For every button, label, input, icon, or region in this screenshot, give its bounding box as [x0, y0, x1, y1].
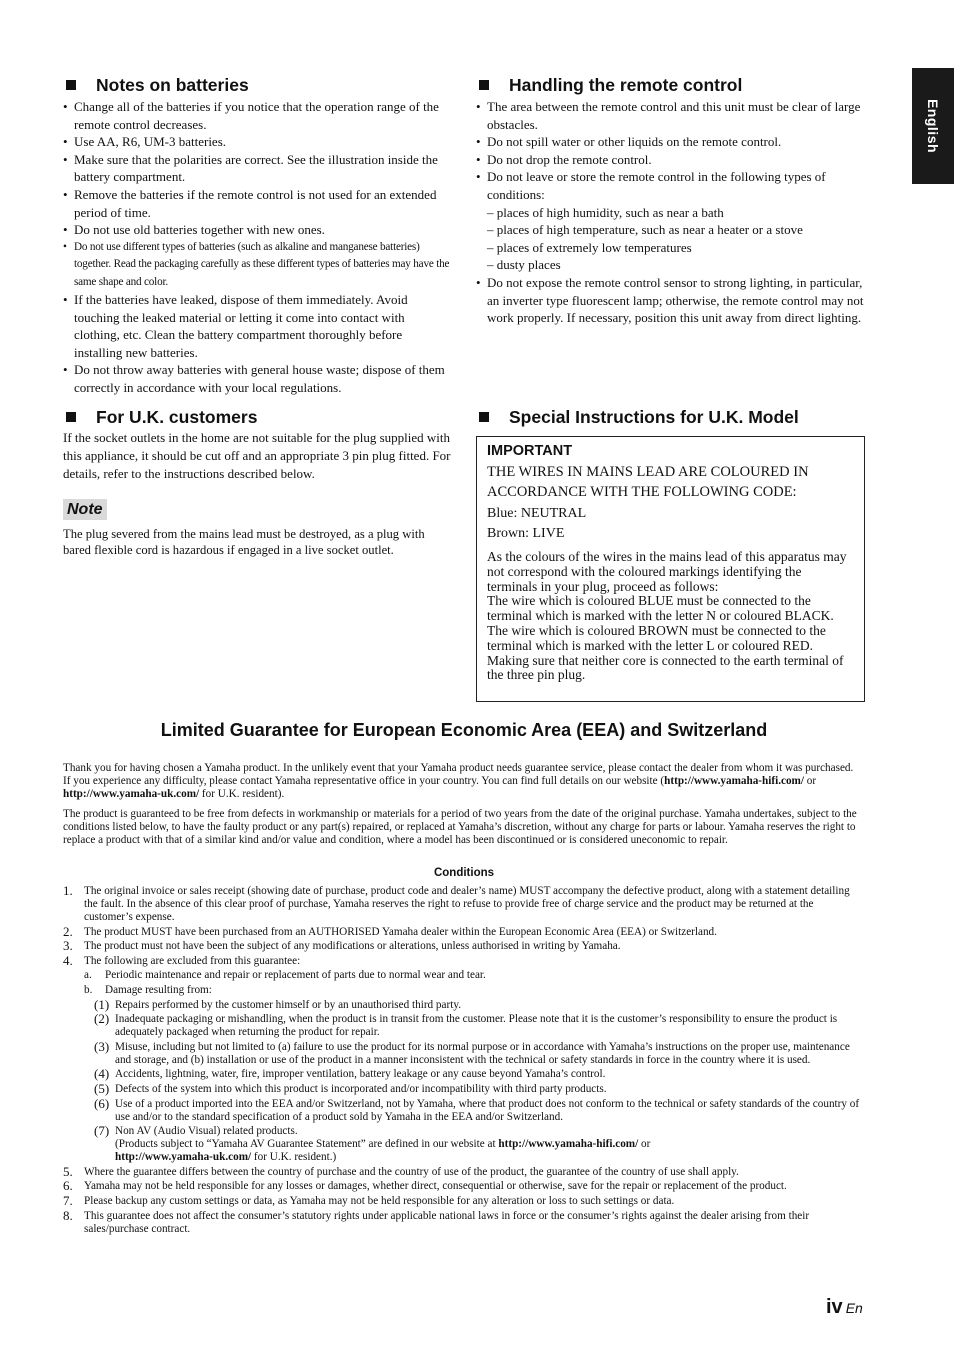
damage-text: Defects of the system into which this product is incorporated and/or incompatibility with third party products.: [115, 1082, 607, 1095]
damage-text: Non AV (Audio Visual) related products.: [115, 1125, 298, 1138]
damage-item: [63, 1013, 863, 1039]
sub-condition-text: Periodic maintenance and repair or replacement of parts due to normal wear and tear.: [105, 969, 486, 982]
uk-model-section: [476, 406, 868, 428]
page-number-value: iv: [826, 1296, 843, 1318]
wire-code-caps: THE WIRES IN MAINS LEAD ARE COLOURED IN ACCORDANCE WITH THE FOLLOWING CODE:: [487, 464, 809, 500]
uk-customers-heading-text: For U.K. customers: [96, 407, 258, 427]
damage-text: Misuse, including but not limited to (a) failure to use the product for its normal purpose or in accordance with Yamaha’s instructions on the proper use, maintenance and storage, and (b) installation or use of the product in a manner inconsistent with the technical or safety standards in force in the country where it is used.: [115, 1040, 850, 1066]
damage-item: [63, 1095, 863, 1124]
damage-number: (2): [94, 1011, 110, 1027]
list-item: • Do not use old batteries together with new ones.: [63, 221, 453, 239]
note-text: The plug severed from the mains lead must be destroyed, as a plug with bared flexible cord is hazardous if engaged in a live socket outlet.: [63, 527, 425, 557]
condition-item: [63, 1163, 863, 1179]
condition-item: [63, 940, 863, 953]
uk-customers-heading: [63, 406, 455, 428]
uk-customers-section: [63, 406, 455, 558]
damage-number: (6): [94, 1095, 110, 1111]
conditions-list: [63, 885, 863, 1237]
note-label: Note: [63, 499, 107, 520]
condition-number: 5.: [63, 1163, 73, 1179]
list-item: • Do not use different types of batteries (such as alkaline and manganese batteries) together. Read the packaging carefully as these different types of batteries may have the same shape and color.: [63, 239, 453, 291]
language-tab: [912, 68, 954, 184]
damage-text: Inadequate packaging or mishandling, when the product is in transit from the customer. Please note that it is the customer’s responsibility to ensure the product is adequately packaged when returning the product for repair.: [115, 1013, 838, 1039]
condition-number: 3.: [63, 938, 73, 954]
conditions-title: Conditions: [433, 867, 495, 879]
brown-wire: Brown: LIVE: [487, 526, 565, 541]
damage-text: Repairs performed by the customer himself or by an unauthorised third party.: [115, 998, 461, 1011]
damage-item: [63, 1125, 863, 1164]
guarantee-title: Limited Guarantee for European Economic Area (EEA) and Switzerland: [160, 720, 768, 740]
square-bullet-icon: [66, 412, 76, 422]
sub-condition-letter: a.: [84, 969, 92, 982]
damage-item: [63, 996, 863, 1012]
condition-text: The product MUST have been purchased from an AUTHORISED Yamaha dealer within the European Economic Area (EEA) or Switzerland.: [84, 925, 717, 938]
sub-condition-item: [63, 969, 863, 982]
damage-text-note: (Products subject to “Yamaha AV Guarantee Statement” are defined in our website at: [115, 1138, 499, 1151]
wire-instructions-3: Making sure that neither core is connected to the earth terminal of the three pin plug.: [487, 652, 844, 683]
damage-number: (3): [94, 1038, 110, 1054]
damage-text-note-tail: for U.K. resident.): [251, 1151, 337, 1164]
batteries-heading: [63, 74, 453, 96]
remote-heading: [476, 74, 868, 96]
condition-number: 7.: [63, 1192, 73, 1208]
guarantee-intro-text: Thank you for having chosen a Yamaha product. In the unlikely event that your Yamaha product needs guarantee service, please contact the dealer from whom it was purchased. If you experience any difficulty, please contact Yamaha representative office in your country. You can find full details on our website (: [63, 762, 854, 787]
yamaha-hifi-link[interactable]: http://www.yamaha-hifi.com/: [664, 775, 804, 787]
page-number: [826, 1296, 863, 1319]
batteries-list: [63, 98, 453, 397]
list-item: • Change all of the batteries if you notice that the operation range of the remote control decreases.: [63, 98, 453, 133]
language-tab-label: English: [925, 98, 941, 154]
condition-item: [63, 1207, 863, 1236]
damage-number: (1): [94, 996, 110, 1012]
yamaha-uk-link[interactable]: http://www.yamaha-uk.com/: [63, 788, 200, 800]
important-box: [476, 436, 865, 702]
condition-number: 4.: [63, 952, 73, 968]
list-item-text: Do not leave or store the remote control in the following types of conditions:: [487, 169, 826, 202]
damage-number: (5): [94, 1080, 110, 1096]
damage-number: (4): [94, 1066, 110, 1082]
damage-number: (7): [94, 1123, 110, 1139]
important-title: IMPORTANT: [487, 443, 573, 459]
condition-number: 6.: [63, 1178, 73, 1194]
condition-text: The original invoice or sales receipt (showing date of purchase, product code and dealer’s name) MUST accompany the defective product, along with a statement detailing the fault. In the absence of this clear proof of purchase, Yamaha reserves the right to refuse to provide free of charge service and the product may be returned at the customer’s expense.: [84, 885, 850, 923]
damage-text: Use of a product imported into the EEA and/or Switzerland, not by Yamaha, where that product does not conform to the technical or safety standards of the country of use and/or to the standard specification of a product sold by Yamaha in the EEA and/or Switzerland.: [115, 1097, 860, 1123]
conjunction-text: or: [638, 1138, 651, 1151]
square-bullet-icon: [66, 80, 76, 90]
condition-item: [63, 952, 863, 968]
condition-item: – places of high temperature, such as near a heater or a stove: [487, 222, 803, 238]
yamaha-uk-link[interactable]: http://www.yamaha-uk.com/: [115, 1151, 252, 1164]
sub-condition-text: Damage resulting from:: [105, 983, 212, 996]
list-item: • Do not expose the remote control sensor to strong lighting, in particular, an inverter type fluorescent lamp; otherwise, the remote control may not work properly. If necessary, position this unit away from direct lighting.: [476, 274, 868, 327]
square-bullet-icon: [479, 412, 489, 422]
condition-text: The following are excluded from this guarantee:: [84, 954, 301, 967]
uk-model-heading-text: Special Instructions for U.K. Model: [509, 407, 799, 427]
condition-item: – places of high humidity, such as near a bath: [487, 204, 724, 220]
note-block: [63, 499, 455, 558]
list-item: • Use AA, R6, UM-3 batteries.: [63, 133, 453, 151]
remote-section: [476, 74, 868, 327]
conjunction-text: or: [803, 775, 817, 787]
list-item: [476, 168, 868, 274]
condition-item: [63, 923, 863, 939]
remote-list: [476, 98, 868, 327]
condition-text: Where the guarantee differs between the country of purchase and the country of use of the product, the guarantee of the country of use shall apply.: [84, 1165, 739, 1178]
guarantee-intro-tail: for U.K. resident).: [199, 788, 285, 800]
yamaha-hifi-link[interactable]: http://www.yamaha-hifi.com/: [498, 1138, 639, 1151]
condition-item: [63, 1180, 863, 1193]
condition-number: 1.: [63, 883, 73, 898]
list-item: • If the batteries have leaked, dispose of them immediately. Avoid touching the leaked material or letting it come into contact with clothing, etc. Clean the battery compartment thoroughly before installing new batteries.: [63, 291, 453, 361]
condition-item: – dusty places: [487, 257, 561, 273]
damage-item: [63, 1038, 863, 1067]
list-item: • The area between the remote control and this unit must be clear of large obstacles.: [476, 98, 868, 133]
guarantee-terms: The product is guaranteed to be free from defects in workmanship or materials for a period of two years from the date of the original purchase. Yamaha undertakes, subject to the conditions listed below, to have the faulty product or any part(s) repaired, or replaced at Yamaha’s discretion, without any charge for parts or labour. Yamaha reserves the right to replace a product with that of a similar kind and/or value and condition, where a model has been discontinued or is considered uneconomic to repair.: [63, 808, 857, 846]
batteries-heading-text: Notes on batteries: [96, 75, 249, 95]
square-bullet-icon: [479, 80, 489, 90]
condition-number: 8.: [63, 1207, 73, 1223]
blue-wire: Blue: NEUTRAL: [487, 506, 587, 521]
wire-instructions-1: As the colours of the wires in the mains lead of this apparatus may not correspond with the coloured markings identifying the terminals in your plug, proceed as follows:: [487, 549, 847, 594]
list-item: • Remove the batteries if the remote control is not used for an extended period of time.: [63, 186, 453, 221]
uk-customers-text: If the socket outlets in the home are not suitable for the plug supplied with this appliance, it should be cut off and an appropriate 3 pin plug fitted. For details, refer to the instructions described below.: [63, 430, 451, 481]
uk-model-heading: [476, 406, 868, 428]
condition-text: This guarantee does not affect the consumer’s statutory rights under applicable national laws in force or the consumer’s rights against the dealer arising from their sales/purchase contract.: [84, 1209, 810, 1235]
wire-instructions-2: The wire which is coloured BLUE must be connected to the terminal which is marked with the letter N or coloured BLACK. The wire which is coloured BROWN must be connected to the terminal which is marked with the letter L or coloured RED.: [487, 593, 834, 653]
list-item: • Do not drop the remote control.: [476, 151, 868, 169]
condition-item: [63, 885, 863, 924]
damage-item: [63, 1080, 863, 1096]
sub-condition-letter: b.: [84, 983, 93, 996]
condition-item: [63, 1192, 863, 1208]
condition-number: 2.: [63, 923, 73, 939]
condition-text: The product must not have been the subject of any modifications or alterations, unless authorised in writing by Yamaha.: [84, 940, 621, 953]
condition-item: – places of extremely low temperatures: [487, 239, 692, 255]
damage-item: [63, 1068, 863, 1081]
damage-text: Accidents, lightning, water, fire, improper ventilation, battery leakage or any cause beyond Yamaha’s control.: [115, 1068, 606, 1081]
batteries-section: [63, 74, 453, 397]
page-language: En: [845, 1300, 863, 1316]
condition-text: Yamaha may not be held responsible for any losses or damages, whether direct, consequential or otherwise, save for the repair or replacement of the product.: [84, 1180, 787, 1193]
list-item: • Do not throw away batteries with general house waste; dispose of them correctly in accordance with your local regulations.: [63, 361, 453, 396]
sub-condition-item: [63, 984, 863, 997]
condition-text: Please backup any custom settings or data, as Yamaha may not be held responsible for any alteration or loss to such settings or data.: [84, 1194, 675, 1207]
list-item: • Make sure that the polarities are correct. See the illustration inside the battery compartment.: [63, 151, 453, 186]
remote-heading-text: Handling the remote control: [509, 75, 743, 95]
list-item: • Do not spill water or other liquids on the remote control.: [476, 133, 868, 151]
guarantee-intro: [63, 762, 863, 801]
